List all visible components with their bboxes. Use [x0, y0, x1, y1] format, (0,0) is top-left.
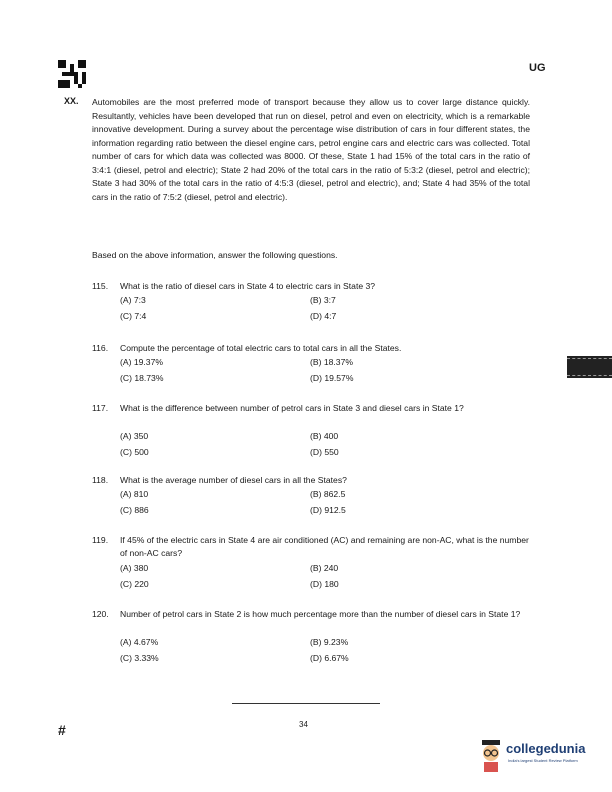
option: (D) 550	[310, 447, 339, 457]
option: (B) 18.37%	[310, 357, 353, 367]
question-intro-number: XX.	[64, 96, 79, 106]
question-intro-text: Automobiles are the most preferred mode of transport because they allow us to cover large distance quickly. Resultantly, vehicles have been developed that run on diesel, petrol and even on electricity, which is a remarkable innovative development. During a survey about the percentage wise distribution of cars in four different states, the information regarding ratio between the diesel engine cars, petrol engine cars and electric cars was collected. Total number of cars for which data was collected was 8000. Of these, State 1 had 15% of the total cars in the ratio of 3:4:1 (diesel, petrol and electric); State 2 had 20% of the total cars in the ratio of 5:3:2 (diesel, petrol and electric); State 3 had 30% of the total cars in the ratio of 4:5:3 (diesel, petrol and electric), and; State 4 had 35% of the total cars in the ratio of 7:5:2 (diesel, petrol and electric).	[92, 97, 530, 202]
footer-divider	[232, 703, 380, 704]
side-registration-mark	[567, 356, 612, 378]
option: (B) 240	[310, 563, 339, 573]
collegedunia-logo	[478, 738, 608, 778]
logo-wordmark: collegedunia	[506, 741, 586, 756]
question-number: 119.	[92, 535, 109, 545]
question-item	[92, 280, 532, 321]
page-number: 34	[299, 720, 308, 729]
question-stem: Number of petrol cars in State 2 is how much percentage more than the number of diesel cars in State 1?	[120, 609, 521, 619]
footer-hash-mark: #	[58, 722, 66, 738]
question-item	[92, 534, 532, 589]
option: (A) 810	[120, 489, 149, 499]
question-number: 117.	[92, 403, 109, 413]
question-stem: What is the average number of diesel cars in all the States?	[120, 475, 347, 485]
option: (C) 7:4	[120, 311, 147, 321]
option: (C) 886	[120, 505, 149, 515]
option: (A) 350	[120, 431, 149, 441]
question-number: 118.	[92, 475, 109, 485]
option: (B) 862.5	[310, 489, 346, 499]
question-item	[92, 342, 532, 383]
qr-code-icon	[58, 60, 86, 88]
option: (D) 180	[310, 579, 339, 589]
option: (B) 9.23%	[310, 637, 349, 647]
question-number: 116.	[92, 343, 109, 353]
question-number: 120.	[92, 609, 109, 619]
question-stem: Compute the percentage of total electric cars to total cars in all the States.	[120, 343, 402, 353]
option: (D) 4:7	[310, 311, 337, 321]
student-mascot-icon	[478, 738, 504, 774]
question-stem: If 45% of the electric cars in State 4 are air conditioned (AC) and remaining are non-AC, what is the number of non-AC cars?	[120, 535, 529, 558]
question-item	[92, 402, 532, 457]
option: (D) 19.57%	[310, 373, 354, 383]
option: (D) 912.5	[310, 505, 346, 515]
question-item	[92, 474, 532, 515]
option: (C) 3.33%	[120, 653, 159, 663]
question-intro	[64, 96, 530, 204]
option: (A) 19.37%	[120, 357, 163, 367]
question-item	[92, 608, 532, 663]
option: (B) 3:7	[310, 295, 336, 305]
question-instruction: Based on the above information, answer the following questions.	[92, 250, 338, 260]
option: (A) 7:3	[120, 295, 146, 305]
paper-code: UG	[529, 62, 546, 74]
option: (B) 400	[310, 431, 339, 441]
logo-tagline: India's largest Student Review Platform	[508, 758, 578, 763]
question-stem: What is the ratio of diesel cars in State 4 to electric cars in State 3?	[120, 281, 376, 291]
option: (C) 220	[120, 579, 149, 589]
option: (C) 18.73%	[120, 373, 164, 383]
question-stem: What is the difference between number of petrol cars in State 3 and diesel cars in State 1?	[120, 403, 464, 413]
option: (A) 380	[120, 563, 149, 573]
option: (C) 500	[120, 447, 149, 457]
question-number: 115.	[92, 281, 109, 291]
option: (A) 4.67%	[120, 637, 159, 647]
option: (D) 6.67%	[310, 653, 349, 663]
